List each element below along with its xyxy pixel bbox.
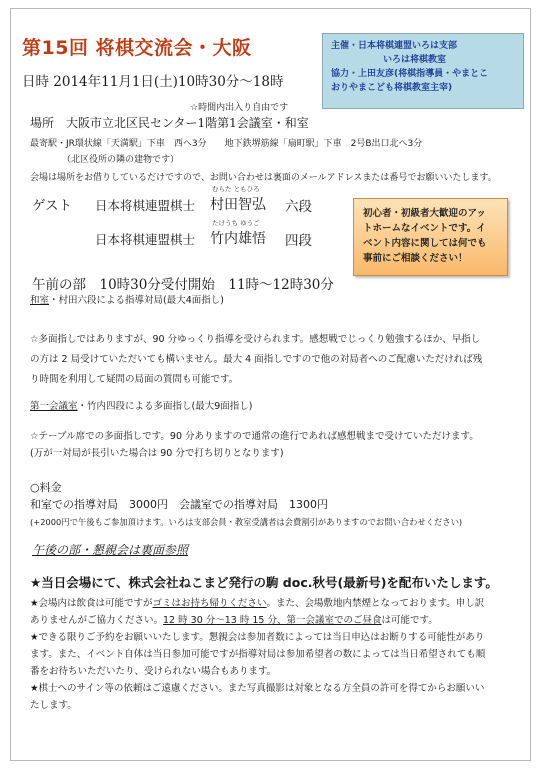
- guest-rank: 四段: [285, 233, 312, 249]
- guest-name-ruby: むらた ともひろ: [212, 185, 260, 193]
- guest-org: 日本将棋連盟棋士: [95, 198, 196, 213]
- guest-name-ruby: たけうち ゆうご: [212, 219, 260, 227]
- rule-line: ます。また、イベント自体は当日参加可能ですが指導対局は参加希望者の数によっては当日希望されても順: [30, 649, 486, 660]
- fee-heading: ○料金: [30, 481, 62, 494]
- rule-line: ★できる限りご予約をお願いいたします。懇親会は参加者数によっては当日申込はお断りする可能性があり: [30, 632, 485, 643]
- guest-name: 村田智弘: [210, 197, 266, 213]
- organizer-line: いろは将棋教室: [383, 55, 447, 65]
- beginner-line: トホームなイベントです。イ: [363, 223, 486, 234]
- afternoon-reference: 午後の部・懇親会は裏面参照: [32, 543, 189, 557]
- venue: 場所 大阪市立北区民センター1階第1会議室・和室: [30, 116, 309, 130]
- guest-org: 日本将棋連盟棋士: [95, 232, 196, 247]
- meeting-room-text: (万が一対局が長引いた場合は 90 分で打ち切りとなります): [30, 448, 284, 459]
- organizer-box: [322, 33, 524, 109]
- washitsu-heading-underlined: 和室: [30, 295, 50, 306]
- morning-session: 午前の部 10時30分受付開始 11時〜12時30分: [32, 277, 334, 293]
- meeting-room-text: ☆テーブル席での多面指しです。90 分ありますので通常の進行であれば感想戦まで受けていただけます。: [30, 431, 479, 442]
- beginner-line: 初心者・初級者大歓迎のアッ: [363, 208, 486, 219]
- inquiry-note: 会場は場所をお借りしているだけですので、お問い合わせは裏面のメールアドレスまたは番号でお願いいたします。: [30, 173, 497, 183]
- access-note: （北区役所の隣の建物です）: [62, 155, 180, 165]
- organizer-line: 主催・日本将棋連盟いろは支部: [331, 41, 458, 51]
- rule-text-underlined: ゴミはお持ち帰りください: [152, 598, 267, 609]
- washitsu-heading: [30, 291, 224, 311]
- fee-note: (+2000円で午後もご参加頂けます。いろは支部会員・教室受講者は会費割引がありますのでお問い合わせください): [30, 517, 463, 527]
- rule-line: たします。: [30, 700, 77, 711]
- meeting-room-heading: [30, 397, 252, 417]
- guest-label: ゲスト: [32, 198, 72, 214]
- meeting-room-heading-underlined: 第一会議室: [30, 401, 78, 412]
- organizer-line: 協力・上田友彦(将棋指導員・やまとこ: [331, 69, 489, 79]
- event-datetime: 日時 2014年11月1日(土)10時30分～18時: [22, 74, 284, 90]
- rule-text: は可能です。: [381, 615, 438, 626]
- rule-text: ★会場内は飲食は可能ですが: [30, 598, 153, 609]
- rule-line: ★棋士へのサイン等の依頼はご遠慮ください。また写真撮影は対象となる方全員の許可を得てからお願いい: [30, 683, 485, 694]
- washitsu-text: の方は 2 局受けていただいても構いません。最大 4 面指しですので他の対局者へのご配慮いただければ残: [30, 354, 483, 365]
- magazine-notice: ★当日会場にて、株式会社ねこまど発行の駒 doc.秋号(最新号)を配布いたします。: [30, 575, 498, 590]
- rule-text-underlined: 12 時 30 分〜13 時 15 分、第一会議室でのご昼食: [163, 615, 382, 626]
- washitsu-heading-rest: ・村田六段による指導対局(最大4面指し): [49, 295, 224, 306]
- time-note: ☆時間内出入り自由です: [190, 103, 289, 113]
- rule-text: ありませんがご協力ください。: [30, 615, 164, 626]
- rule-line: 番をお待ちいただいたり、受けられない場合もあります。: [30, 666, 277, 677]
- access-info: 最寄駅・JR環状線「天満駅」下車 西へ3分 地下鉄堺筋線「扇町駅」下車 2号B出口北へ3分: [30, 139, 423, 149]
- guest-rank: 六段: [285, 199, 312, 215]
- rule-text: 。また、会場敷地内禁煙となっております。申し訳: [266, 598, 485, 609]
- organizer-line: おりやまこども将棋教室主宰): [331, 83, 453, 93]
- meeting-room-heading-rest: ・竹内四段による多面指し(最大9面指し): [77, 401, 253, 412]
- beginner-line: ベント内容に関しては何でも: [363, 238, 487, 249]
- guest-name: 竹内雄悟: [210, 231, 266, 247]
- fee-line: 和室での指導対局 3000円 会議室での指導対局 1300円: [30, 498, 328, 511]
- washitsu-text: り時間を利用して疑問の局面の質問も可能です。: [30, 374, 239, 385]
- beginner-line: 事前にご相談ください！: [363, 253, 468, 264]
- beginner-welcome-box: [353, 198, 508, 276]
- event-title: 第15回 将棋交流会・大阪: [22, 37, 252, 59]
- washitsu-text: ☆多面指しではありますが、90 分ゆっくり指導を受けられます。感想戦でじっくり勉強するほか、早指し: [30, 334, 481, 345]
